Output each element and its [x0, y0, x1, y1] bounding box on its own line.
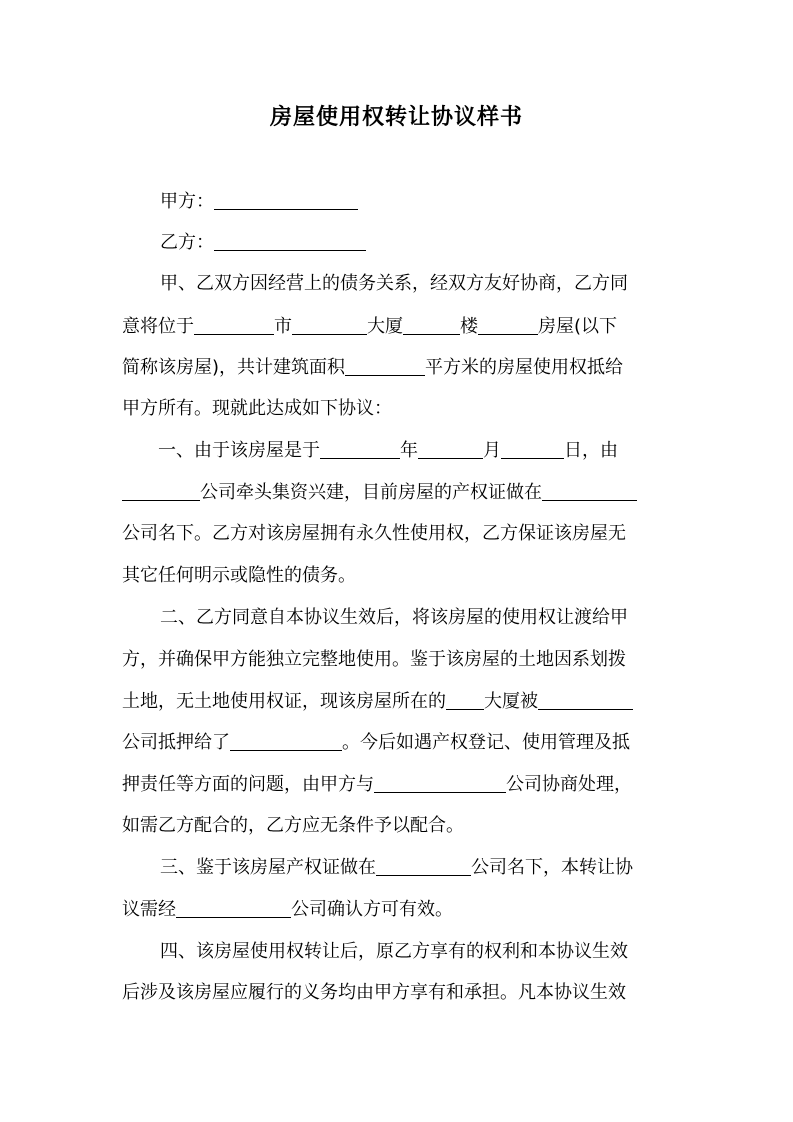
clause1-text-3: 公司名下。乙方对该房屋拥有永久性使用权，乙方保证该房屋无	[122, 523, 626, 544]
clause2-text-6: 如需乙方配合的，乙方应无条件予以配合。	[122, 815, 464, 836]
intro-text-2e: 房屋(以下	[538, 316, 618, 337]
clause2-line-3	[122, 682, 682, 722]
developer-blank	[122, 478, 200, 501]
year-blank	[320, 436, 400, 459]
month-blank	[418, 436, 483, 459]
location-blank	[194, 312, 274, 335]
clause3-text-2b: 公司确认方可有效。	[291, 899, 453, 920]
city-blank	[292, 312, 367, 335]
clause4-text-1: 四、该房屋使用权转让后，原乙方享有的权利和本协议生效	[160, 941, 628, 962]
floor-blank	[478, 312, 538, 335]
clause4-text-2: 后涉及该房屋应履行的义务均由甲方享有和承担。凡本协议生效	[122, 982, 626, 1003]
title-company-blank	[376, 853, 471, 876]
clause2-text-2: 方，并确保甲方能独立完整地使用。鉴于该房屋的土地因系划拨	[122, 649, 626, 670]
clause2-line-2	[122, 640, 682, 680]
clause2-line-5	[122, 765, 682, 805]
party-b-label: 乙方：	[160, 232, 214, 253]
clause2-line-4	[122, 723, 682, 763]
document-title: 房屋使用权转让协议样书	[269, 105, 523, 130]
clause1-line-4	[122, 556, 682, 596]
confirming-company-blank	[176, 895, 291, 918]
clause2-text-1: 二、乙方同意自本协议生效后，将该房屋的使用权让渡给甲	[160, 607, 628, 628]
clause1-text-1b: 年	[400, 440, 418, 461]
intro-text-2c: 大厦	[367, 316, 403, 337]
intro-line-1	[160, 264, 682, 304]
certificate-company-blank	[542, 478, 637, 501]
clause1-text-1c: 月	[483, 440, 501, 461]
clause3-text-1a: 三、鉴于该房屋产权证做在	[160, 857, 376, 878]
intro-text-3a: 简称该房屋)，共计建筑面积	[122, 357, 346, 378]
clause3-text-1b: 公司名下，本转让协	[471, 857, 633, 878]
clause4-line-1	[160, 932, 682, 972]
clause1-text-1a: 一、由于该房屋是于	[158, 440, 320, 461]
intro-text-2b: 市	[274, 316, 292, 337]
clause1-line-1	[158, 431, 718, 471]
clause2-text-3b: 大厦被	[484, 691, 538, 712]
clause1-line-2	[122, 473, 682, 513]
clause1-text-1d: 日，由	[564, 440, 618, 461]
party-a-blank	[214, 187, 358, 210]
intro-text-1: 甲、乙双方因经营上的债务关系，经双方友好协商，乙方同	[160, 273, 628, 294]
party-a-line	[160, 182, 682, 222]
clause3-line-2	[122, 890, 682, 930]
mortgagee-blank	[230, 728, 342, 751]
clause2-line-1	[160, 598, 682, 638]
clause2-text-4b: 。今后如遇产权登记、使用管理及抵	[342, 732, 630, 753]
negotiation-company-blank	[374, 770, 506, 793]
party-a-label: 甲方：	[160, 191, 214, 212]
intro-text-4: 甲方所有。现就此达成如下协议：	[122, 398, 392, 419]
clause2-line-6	[122, 806, 682, 846]
clause1-line-3	[122, 514, 682, 554]
clause2-text-5b: 公司协商处理，	[506, 774, 632, 795]
area-blank	[345, 353, 425, 376]
mall-blank	[446, 687, 484, 710]
party-b-blank	[214, 228, 366, 251]
clause1-text-2a: 公司牵头集资兴建，目前房屋的产权证做在	[200, 482, 542, 503]
party-b-line	[160, 223, 682, 263]
clause3-text-2a: 议需经	[122, 899, 176, 920]
intro-text-2a: 意将位于	[122, 316, 194, 337]
mortgagor-blank	[538, 687, 633, 710]
intro-text-2d: 楼	[460, 316, 478, 337]
intro-text-3b: 平方米的房屋使用权抵给	[425, 357, 624, 378]
intro-line-4	[122, 389, 682, 429]
intro-line-2	[122, 307, 682, 347]
day-blank	[501, 436, 564, 459]
clause4-line-2	[122, 973, 682, 1013]
clause2-text-5a: 押责任等方面的问题，由甲方与	[122, 774, 374, 795]
clause3-line-1	[160, 848, 682, 888]
intro-line-3	[122, 348, 682, 388]
building-blank	[403, 312, 460, 335]
clause2-text-3a: 土地，无土地使用权证，现该房屋所在的	[122, 691, 446, 712]
clause2-text-4a: 公司抵押给了	[122, 732, 230, 753]
clause1-text-4: 其它任何明示或隐性的债务。	[122, 565, 356, 586]
